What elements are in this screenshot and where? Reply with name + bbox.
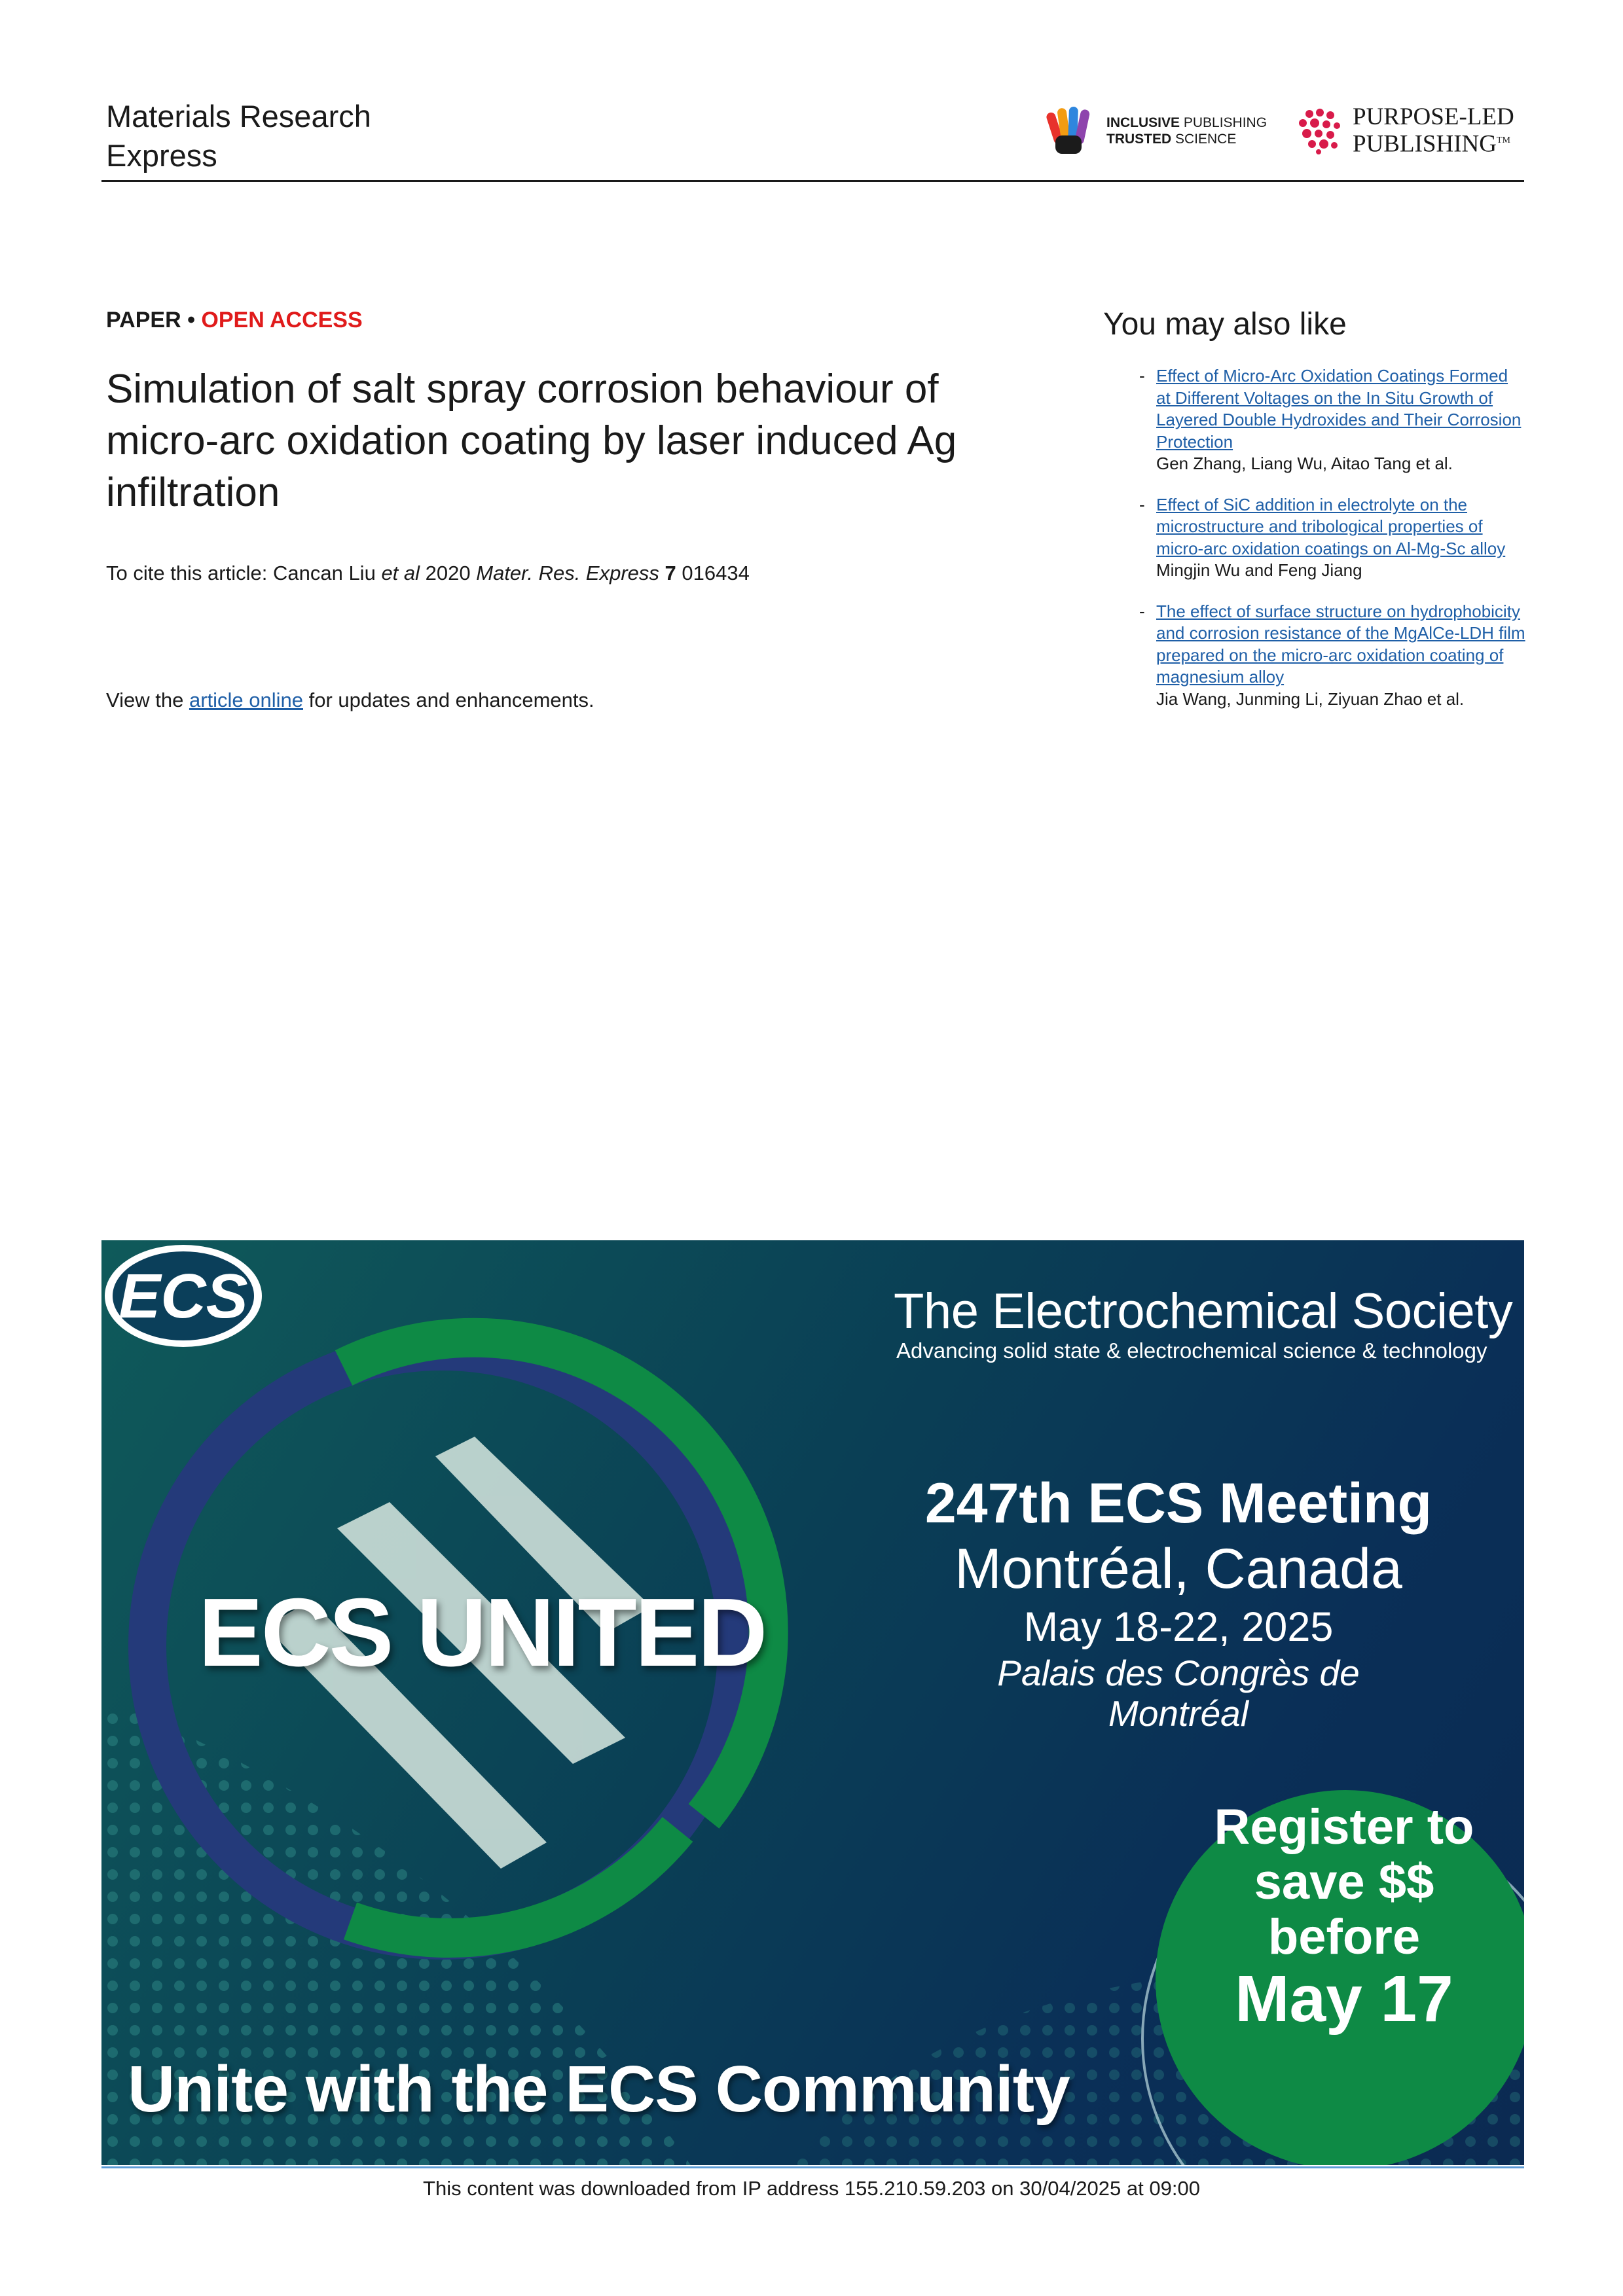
register-callout[interactable]: Register to save $$ before May 17 — [1214, 1799, 1474, 2036]
inclusive-publishing-logo — [1046, 105, 1267, 157]
related-article-authors: Mingjin Wu and Feng Jiang — [1156, 560, 1362, 580]
purpose-led-publishing-text: PURPOSE-LED PUBLISHING™ — [1353, 103, 1514, 158]
article-online-link[interactable]: article online — [189, 689, 303, 711]
article-type: PAPER • OPEN ACCESS — [106, 308, 363, 332]
ecs-advertisement-banner[interactable] — [101, 1240, 1524, 2165]
inclusive-publishing-text: INCLUSIVE PUBLISHING TRUSTED SCIENCE — [1106, 115, 1267, 147]
journal-name — [106, 97, 371, 175]
dots-logo-icon — [1296, 107, 1343, 154]
ecs-united-heading: ECS UNITED — [198, 1579, 766, 1687]
hands-logo-icon — [1046, 105, 1097, 156]
meeting-info — [923, 1471, 1434, 1734]
related-article-link[interactable]: Effect of Micro-Arc Oxidation Coatings Formed at Different Voltages on the In Situ Growth of Layered Double Hydroxides and Their Corrosion Protection — [1156, 366, 1522, 452]
related-article-link[interactable]: The effect of surface structure on hydrophobicity and corrosion resistance of the MgAlCe-LDH film prepared on the micro-arc oxidation coating of magnesium alloy — [1156, 601, 1525, 687]
unite-slogan: Unite with the ECS Community — [128, 2053, 1070, 2126]
list-item: - The effect of surface structure on hydrophobicity and corrosion resistance of the MgAlCe-LDH film prepared on the micro-arc oxidation coating of magnesium alloy Jia Wang, Junming Li, Ziyuan Zhao et al. — [1139, 601, 1525, 711]
ecs-logo-icon — [101, 1240, 265, 1352]
related-article-link[interactable]: Effect of SiC addition in electrolyte on the microstructure and tribological properties of micro-arc oxidation coatings on Al-Mg-Sc alloy — [1156, 494, 1506, 558]
society-tagline: Advancing solid state & electrochemical science & technology — [896, 1338, 1487, 1363]
also-like-heading: You may also like — [1103, 307, 1347, 342]
related-article-authors: Gen Zhang, Liang Wu, Aitao Tang et al. — [1156, 454, 1453, 473]
journal-name-line2: Express — [106, 138, 217, 173]
purpose-led-publishing-logo — [1296, 105, 1514, 157]
meeting-title: 247th ECS Meeting — [924, 1472, 1432, 1535]
list-item: - Effect of Micro-Arc Oxidation Coatings Formed at Different Voltages on the In Situ Growth of Layered Double Hydroxides and Their Corrosion Protection Gen Zhang, Liang Wu, Aitao Tang et al. — [1139, 365, 1525, 475]
citation: To cite this article: Cancan Liu et al 2020 Mater. Res. Express 7 016434 — [106, 562, 750, 584]
banner-underline — [101, 2166, 1524, 2168]
meeting-venue: Palais des Congrès de Montréal — [997, 1653, 1360, 1734]
download-footer: This content was downloaded from IP address 155.210.59.203 on 30/04/2025 at 09:00 — [423, 2177, 1200, 2200]
view-online-note: View the article online for updates and enhancements. — [106, 689, 594, 711]
list-item: - Effect of SiC addition in electrolyte on the microstructure and tribological properties of micro-arc oxidation coatings on Al-Mg-Sc alloy Mingjin Wu and Feng Jiang — [1139, 494, 1525, 582]
open-access-badge: OPEN ACCESS — [201, 308, 363, 332]
journal-name-line1: Materials Research — [106, 99, 371, 134]
meeting-location: Montréal, Canada — [955, 1537, 1402, 1600]
also-like-list — [1139, 365, 1525, 729]
svg-text:ECS: ECS — [119, 1261, 248, 1331]
article-title: Simulation of salt spray corrosion behaviour of micro-arc oxidation coating by laser induced Ag infiltration — [106, 367, 957, 515]
header-divider — [101, 180, 1524, 182]
meeting-dates: May 18-22, 2025 — [1023, 1604, 1334, 1650]
related-article-authors: Jia Wang, Junming Li, Ziyuan Zhao et al. — [1156, 689, 1465, 709]
society-name: The Electrochemical Society — [894, 1283, 1513, 1339]
